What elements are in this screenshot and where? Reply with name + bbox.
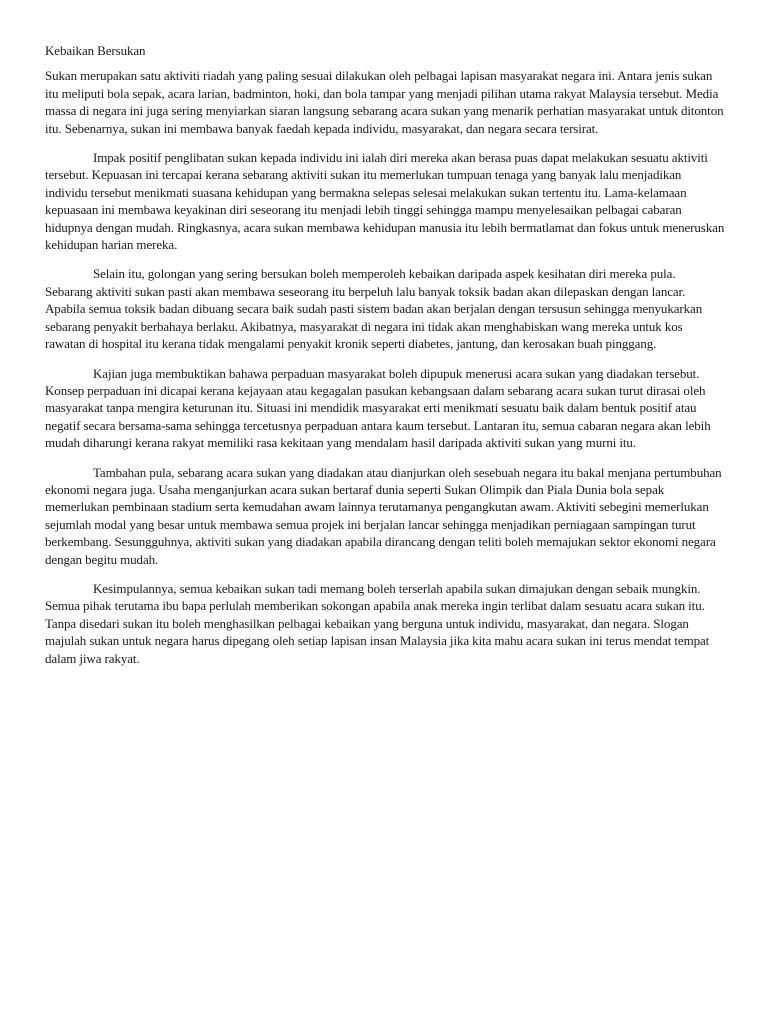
paragraph-intro: Sukan merupakan satu aktiviti riadah yang paling sesuai dilakukan oleh pelbagai lapisan masyarakat negara ini. Antara jenis sukan itu meliputi bola sepak, acara larian, badminton, hoki, dan bola tampar yang menjadi pilihan utama rakyat Malaysia tersebut. Media massa di negara ini juga sering menyiarkan siaran langsung sebarang acara sukan yang menarik perhatian masyarakat untuk ditonton itu. Sebenarnya, sukan ini membawa banyak faedah kepada individu, masyarakat, dan negara secara tersirat. xyxy=(45,68,724,136)
paragraph-unity: Kajian juga membuktikan bahawa perpaduan masyarakat boleh dipupuk menerusi acara sukan yang diadakan tersebut. Konsep perpaduan ini dicapai kerana kejayaan atau kegagalan pasukan kebangsaan dalam sebarang acara sukan turut dirasai oleh masyarakat tanpa mengira keturunan itu. Situasi ini mendidik masyarakat erti menikmati sesuatu baik dalam bentuk positif atau negatif secara bersama-sama sehingga tercetusnya perpaduan antara kaum tersebut. Lantaran itu, semua cabaran negara akan lebih mudah diharungi kerana rakyat memiliki rasa kekitaan yang mendalam hasil daripada aktiviti sukan yang murni itu. xyxy=(45,365,711,451)
paragraph-individual: Impak positif penglibatan sukan kepada individu ini ialah diri mereka akan berasa puas dapat melakukan sesuatu aktiviti tersebut. Kepuasan ini tercapai kerana sebarang aktiviti sukan itu memerlukan tumpuan tenaga yang banyak lalu menjadikan individu tersebut menikmati suasana kehidupan yang bermakna selepas selesai melakukan sukan tertentu itu. Lama-kelamaan kepuasaan ini membawa keyakinan diri seseorang itu menjadi lebih tinggi sehingga mampu menyelesaikan pelbagai cabaran hidupnya dengan mudah. Ringkasnya, acara sukan membawa kehidupan manusia itu lebih bermatlamat dan fokus untuk meneruskan kehidupan harian mereka. xyxy=(45,150,725,253)
paragraph-conclusion: Kesimpulannya, semua kebaikan sukan tadi memang boleh terserlah apabila sukan dimajukan dengan sebaik mungkin. Semua pihak terutama ibu bapa perlulah memberikan sokongan apabila anak mereka ingin terlibat dalam sesuatu acara sukan itu. Tanpa disedari sukan itu boleh menghasilkan pelbagai kebaikan yang berguna untuk individu, masyarakat, dan negara. Slogan majulah sukan untuk negara harus dipegang oleh setiap lapisan insan Malaysia jika kita mahu acara sukan ini terus mendat tempat dalam jiwa rakyat. xyxy=(45,580,710,666)
paragraph-economy: Tambahan pula, sebarang acara sukan yang diadakan atau dianjurkan oleh sesebuah negara itu bakal menjana pertumbuhan ekonomi negara juga. Usaha menganjurkan acara sukan bertaraf dunia seperti Sukan Olimpik dan Piala Dunia bola sepak memerlukan pembinaan stadium serta kemudahan awam lainnya terutamanya pengangkutan awam. Aktiviti sebegini memerlukan sejumlah modal yang besar untuk membawa semua projek ini berjalan lancar sehingga menjadikan perniagaan sampingan turut berkembang. Sesungguhnya, aktiviti sukan yang diadakan apabila dirancang dengan teliti boleh memajukan sektor ekonomi negara dengan begitu mudah. xyxy=(45,464,722,567)
document-title: Kebaikan Bersukan xyxy=(45,43,146,58)
document-body xyxy=(45,42,725,679)
paragraph-health: Selain itu, golongan yang sering bersukan boleh memperoleh kebaikan daripada aspek kesihatan diri mereka pula. Sebarang aktiviti sukan pasti akan membawa seseorang itu berpeluh lalu banyak toksik badan akan dilepaskan dengan lancar. Apabila semua toksik badan dibuang secara baik sudah pasti sistem badan akan berjalan dengan tersusun sehingga menyukarkan sebarang penyakit berbahaya berlaku. Akibatnya, masyarakat di negara ini tidak akan menghabiskan wang mereka untuk kos rawatan di hospital itu kerana tidak mengalami penyakit kronik seperti diabetes, jantung, dan kerosakan buah pinggang. xyxy=(45,266,703,352)
